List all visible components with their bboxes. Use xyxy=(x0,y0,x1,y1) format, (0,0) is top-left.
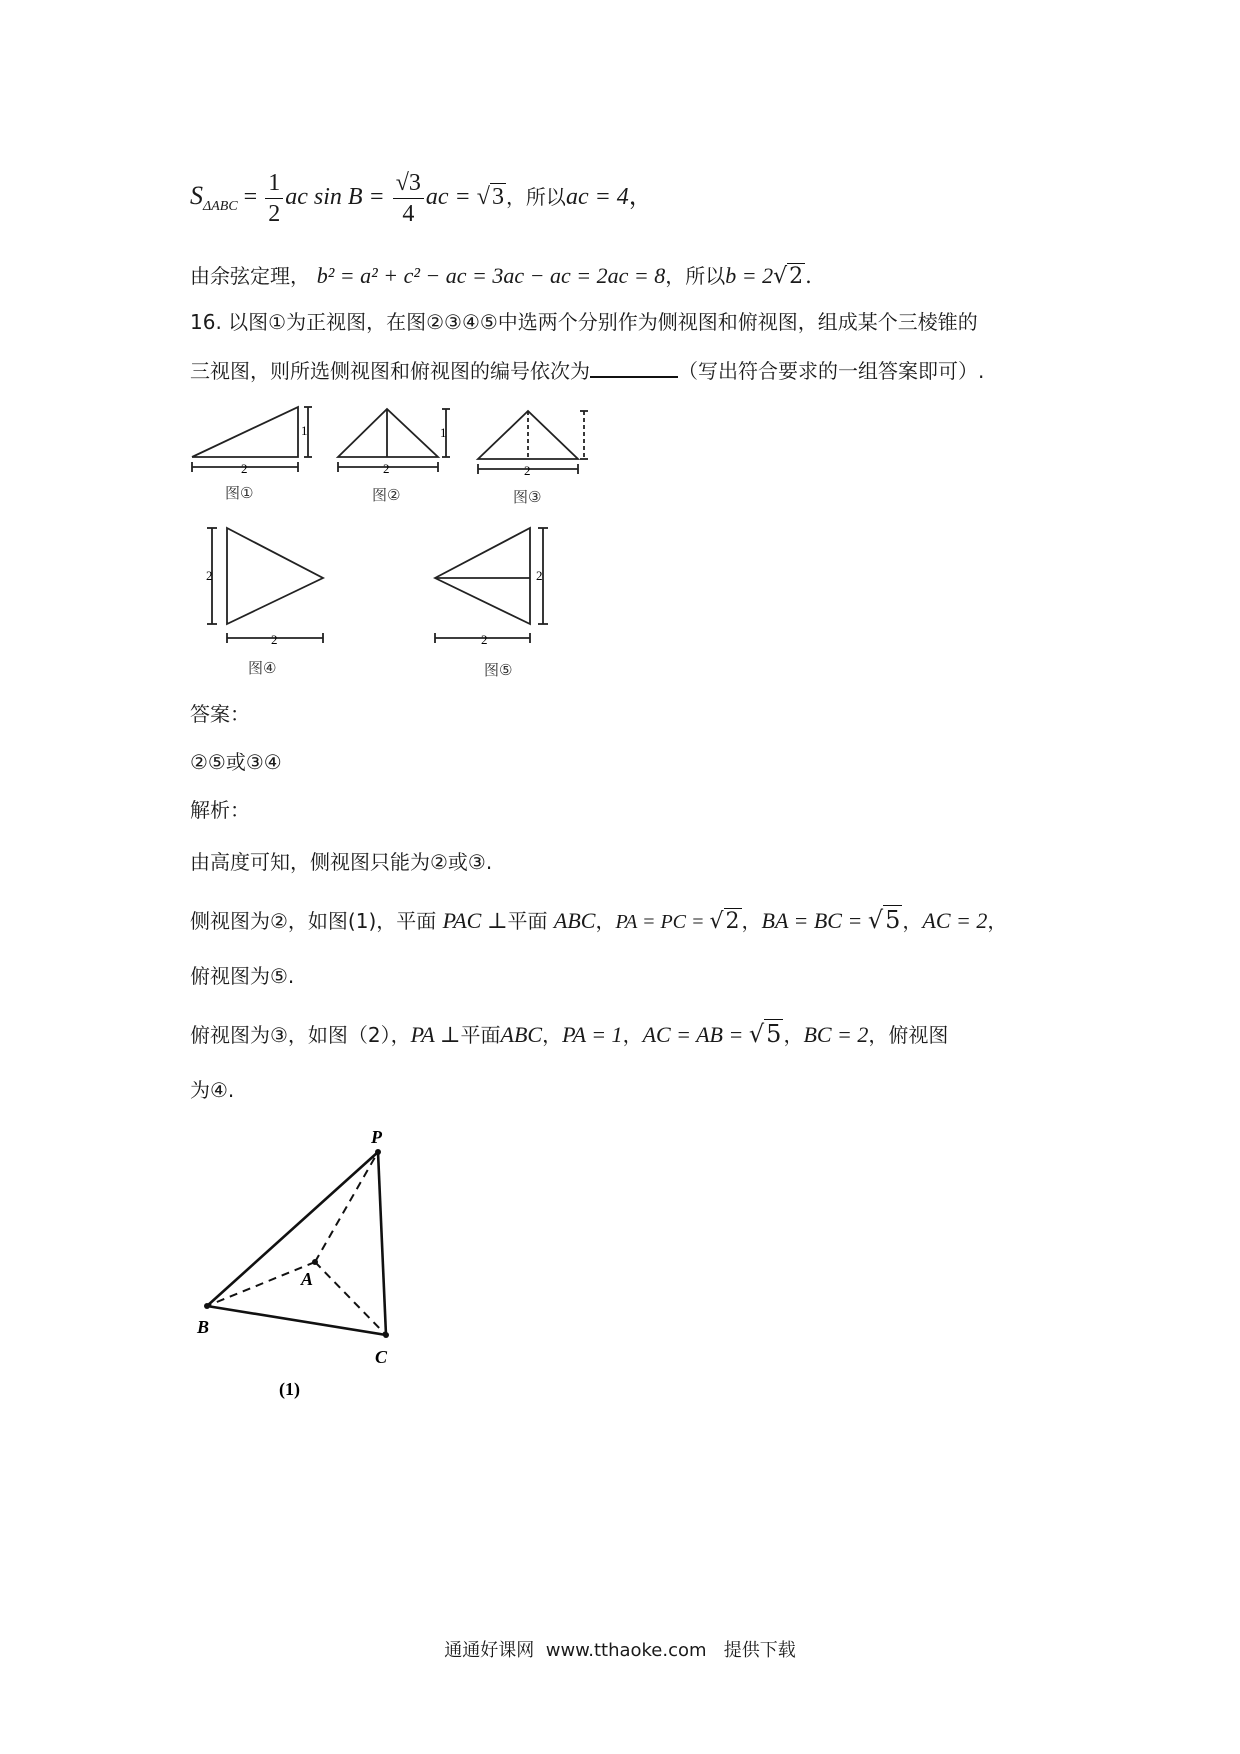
formula-part: ac sin B = xyxy=(285,184,385,211)
analysis-text: ， xyxy=(595,909,616,933)
conjunction-text: ，所以 xyxy=(505,185,566,210)
sqrt-expression: √5 xyxy=(867,906,901,934)
figure-caption: (1) xyxy=(279,1379,300,1399)
analysis-math: ABC xyxy=(553,908,596,933)
question-text: 三视图，则所选侧视图和俯视图的编号依次为 xyxy=(190,359,590,383)
dim-2-label: 2 xyxy=(536,568,543,583)
result-text: ac = 4 xyxy=(565,184,629,211)
analysis-text: ， xyxy=(741,909,762,933)
punctuation: . xyxy=(805,264,812,288)
figure-5-triangle xyxy=(435,528,548,643)
footer-url[interactable]: www.tthaoke.com xyxy=(545,1640,707,1661)
question-text: （写出符合要求的一组答案即可）. xyxy=(678,359,985,383)
fraction-denominator: 2 xyxy=(268,201,281,227)
text-middle: ，所以 xyxy=(665,264,726,288)
cosine-rule-line xyxy=(190,262,812,291)
analysis-text: ， xyxy=(783,1023,804,1047)
figure-4-label: 图④ xyxy=(248,659,277,677)
answer-label: 答案： xyxy=(190,702,250,726)
vertex-label-B: B xyxy=(197,1317,210,1337)
figure-3-label: 图③ xyxy=(513,488,542,506)
page-footer xyxy=(0,1636,1240,1662)
text-prefix: 由余弦定理， xyxy=(190,264,310,288)
fraction-one-half xyxy=(265,168,283,229)
sqrt-expression: √2 xyxy=(709,909,740,934)
dim-2-label: 2 xyxy=(241,461,248,476)
analysis-label: 解析： xyxy=(190,798,250,822)
analysis-text: ， xyxy=(622,1023,643,1047)
figure-5-label: 图⑤ xyxy=(484,661,513,679)
vertex-A xyxy=(312,1259,318,1265)
fraction-sqrt3-over-4 xyxy=(393,168,424,229)
analysis-text: 侧视图为②，如图(1)，平面 xyxy=(190,909,437,933)
result-b: b = 2 xyxy=(725,263,774,288)
analysis-text: ， xyxy=(902,909,923,933)
analysis-text: ， xyxy=(987,909,1008,933)
figure-2-triangle-solid xyxy=(338,409,450,472)
fraction-numerator: √3 xyxy=(393,168,424,199)
answer-text: ②⑤或③④ xyxy=(190,750,282,774)
analysis-math: ABC xyxy=(500,1022,543,1047)
dim-2-label: 2 xyxy=(271,632,278,647)
analysis-paragraph-4 xyxy=(190,1020,948,1049)
analysis-paragraph-5: 为④. xyxy=(190,1078,235,1102)
fraction-numerator: 1 xyxy=(265,168,283,199)
sqrt-expression: √2 xyxy=(773,264,804,289)
vertex-label-P: P xyxy=(371,1127,382,1147)
analysis-math: PA ⊥ xyxy=(410,1022,461,1047)
vertex-P xyxy=(375,1149,381,1155)
analysis-paragraph-3: 俯视图为⑤. xyxy=(190,964,295,988)
area-symbol: S xyxy=(190,181,203,211)
vertex-label-C: C xyxy=(375,1347,388,1367)
figure-1-right-triangle xyxy=(192,407,312,472)
question-16-line2 xyxy=(190,356,984,385)
pyramid-figure-1 xyxy=(185,1115,425,1400)
analysis-text: 平面 xyxy=(507,909,548,933)
pyramid-hidden-edges xyxy=(207,1152,386,1335)
footer-action: 提供下载 xyxy=(723,1640,796,1661)
question-16-line1: 16. 以图①为正视图，在图②③④⑤中选两个分别作为侧视图和俯视图，组成某个三棱锥的 xyxy=(190,310,978,334)
analysis-math: PAC ⊥ xyxy=(442,908,508,933)
answer-blank xyxy=(590,356,678,378)
figure-4-triangle xyxy=(207,528,323,643)
analysis-math: PA = 1 xyxy=(562,1022,623,1047)
vertex-C xyxy=(383,1332,389,1338)
analysis-text: ， xyxy=(542,1023,563,1047)
area-subscript: ΔABC xyxy=(203,198,238,214)
dim-2-label: 2 xyxy=(481,632,488,647)
vertex-B xyxy=(204,1303,210,1309)
three-view-figures-row2 xyxy=(195,520,565,650)
analysis-math: BC = 2 xyxy=(803,1022,869,1047)
formula-part: ac = xyxy=(425,184,477,211)
footer-site-name: 通通好课网 xyxy=(444,1640,535,1661)
analysis-paragraph-1: 由高度可知，侧视图只能为②或③. xyxy=(190,850,493,874)
analysis-math: PA = PC = xyxy=(615,911,710,933)
analysis-math: BA = BC = xyxy=(761,908,868,933)
dim-2-label: 2 xyxy=(383,461,390,476)
sqrt-expression: √3 xyxy=(476,184,504,211)
analysis-paragraph-2 xyxy=(190,906,1007,936)
dim-2-label: 2 xyxy=(206,568,213,583)
dim-1-label: 1 xyxy=(301,423,308,438)
figure-3-triangle-dashed xyxy=(478,411,588,474)
fraction-denominator: 4 xyxy=(402,201,415,227)
dim-1-label: 1 xyxy=(440,425,447,440)
vertex-label-A: A xyxy=(301,1269,314,1289)
analysis-text: ，俯视图 xyxy=(868,1023,949,1047)
analysis-math: AC = 2 xyxy=(922,908,988,933)
analysis-text: 俯视图为③，如图（2）， xyxy=(190,1023,411,1047)
punctuation: ， xyxy=(628,182,653,211)
dim-2-label: 2 xyxy=(524,463,531,478)
sqrt-expression: √5 xyxy=(748,1020,782,1048)
area-formula-line xyxy=(190,168,653,229)
cosine-formula: b² = a² + c² − ac = 3ac − ac = 2ac = 8 xyxy=(316,263,666,288)
figure-1-label: 图① xyxy=(225,484,254,502)
equals-sign: = xyxy=(243,184,258,211)
figure-2-label: 图② xyxy=(372,486,401,504)
analysis-text: 平面 xyxy=(460,1023,501,1047)
analysis-math: AC = AB = xyxy=(642,1022,749,1047)
